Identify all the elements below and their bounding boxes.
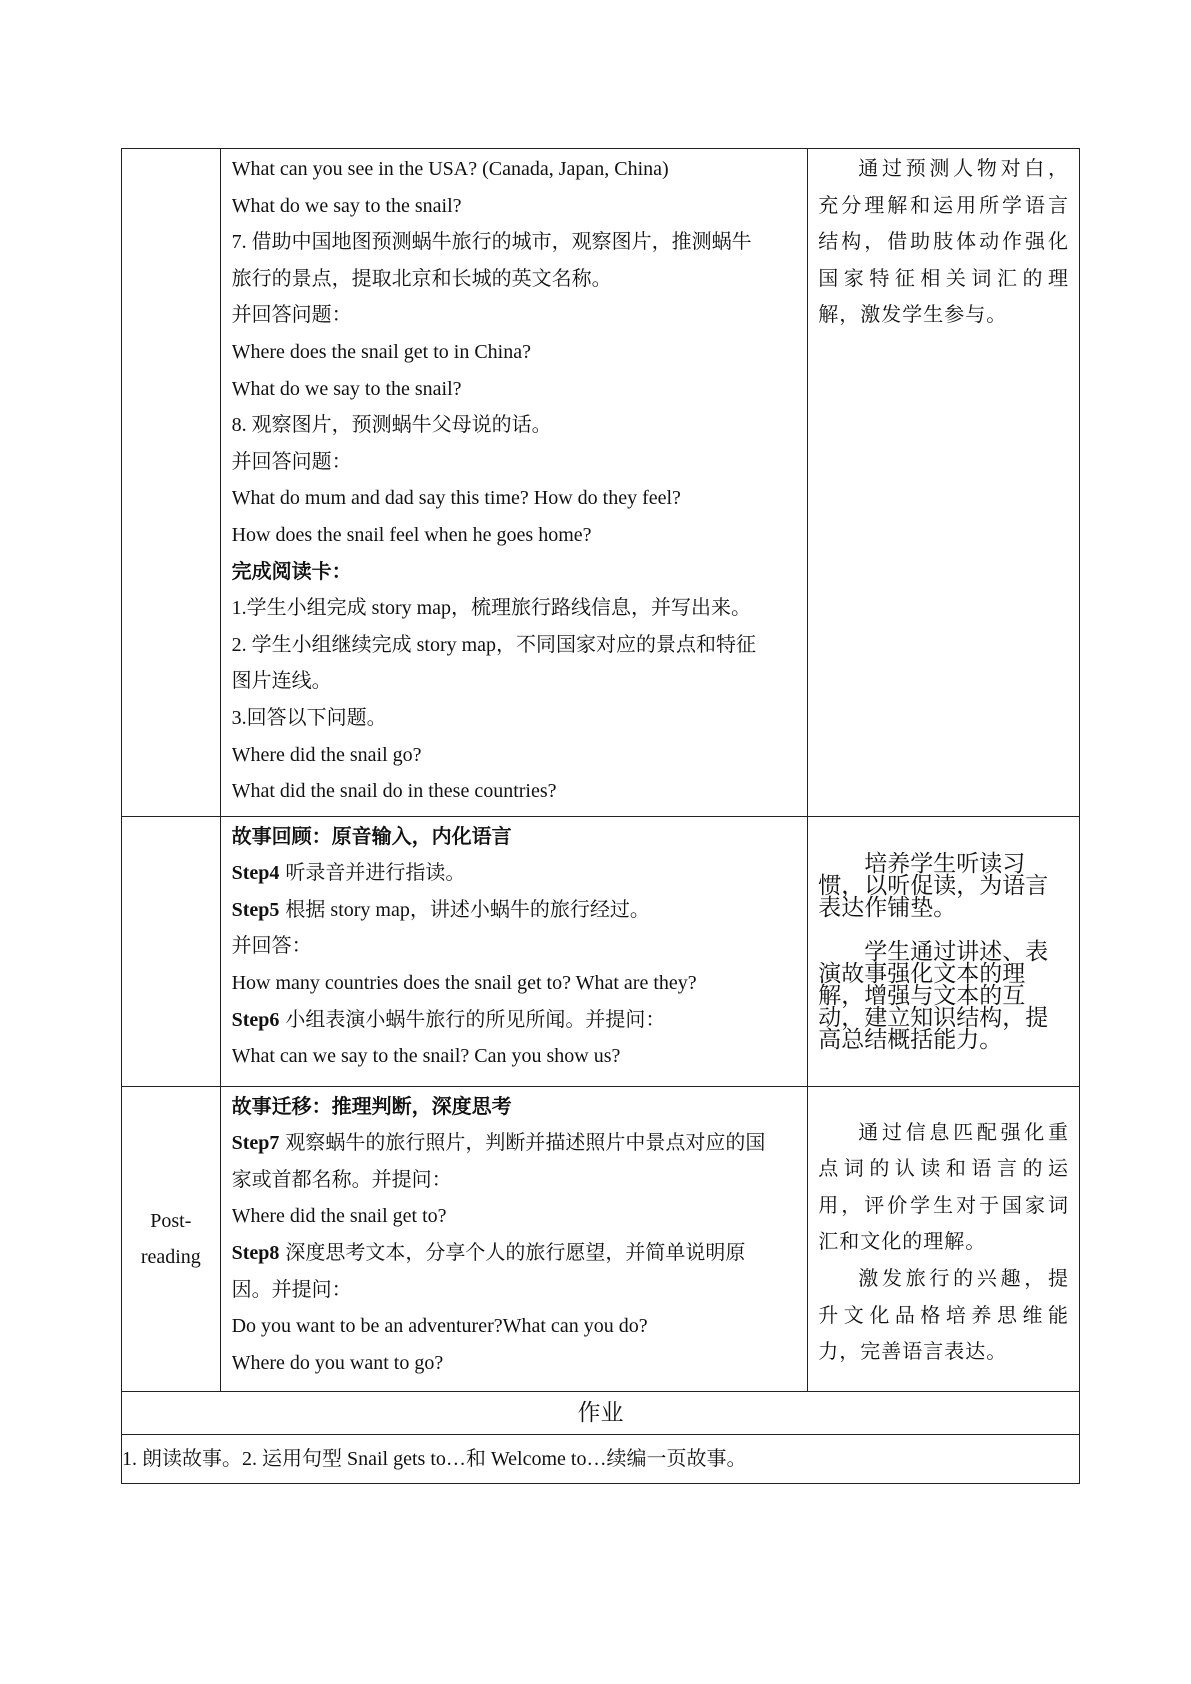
reading-continued-row	[122, 149, 1080, 817]
post-reading-row	[122, 1086, 1080, 1391]
step-text: 小组表演小蜗牛旅行的所见所闻。并提问：	[285, 1008, 666, 1031]
purpose-line: 通过信息匹配强化重	[858, 1121, 1069, 1144]
step-line	[232, 855, 798, 892]
answer-prompt: 并回答：	[231, 935, 312, 958]
homework-title: 作业	[122, 1391, 1080, 1434]
reading-card-heading: 完成阅读卡：	[231, 560, 352, 583]
section-heading: 故事迁移：推理判断，深度思考	[231, 1095, 512, 1118]
process-line: Where did the snail go?	[231, 743, 422, 766]
stage-cell-empty	[122, 816, 221, 1086]
purpose-line: 点词的认读和语言的运	[818, 1158, 1069, 1181]
step-text: 听录音并进行指读。	[285, 862, 466, 885]
purpose-paragraph: 学生通过讲述、表演故事强化文本的理解，增强与文本的互动，建立知识结构，提高总结概括能力。	[818, 938, 1049, 1052]
stage-label-line1: Post-	[150, 1209, 192, 1232]
purpose-line: 激发旅行的兴趣，提	[858, 1268, 1069, 1291]
story-review-row	[122, 816, 1080, 1086]
process-line: 7. 借助中国地图预测蜗牛旅行的城市，观察图片，推测蜗牛	[231, 231, 752, 254]
purpose-line: 国家特征相关词汇的理	[818, 267, 1069, 290]
section-heading: 故事回顾：原音输入，内化语言	[231, 825, 512, 848]
step-line	[232, 892, 798, 929]
process-cell	[220, 1086, 808, 1391]
stage-cell-post-reading	[122, 1086, 221, 1391]
step-label: Step5	[231, 898, 280, 921]
homework-title-row	[122, 1391, 1080, 1434]
purpose-line: 结构，借助肢体动作强化	[818, 231, 1069, 254]
step-label: Step7	[231, 1132, 280, 1155]
question-line: Do you want to be an adventurer?What can you do?	[231, 1315, 648, 1338]
process-line: 并回答问题：	[231, 450, 352, 473]
process-line: What can you see in the USA? (Canada, Japan, China)	[231, 158, 669, 180]
purpose-cell	[808, 149, 1080, 817]
question-line: Where do you want to go?	[231, 1351, 444, 1374]
process-line: Where does the snail get to in China?	[231, 340, 531, 363]
question-line: What can we say to the snail? Can you show us?	[231, 1045, 621, 1068]
process-line: What do we say to the snail?	[231, 377, 462, 400]
process-line: 并回答问题：	[231, 304, 352, 327]
step-text: 根据 story map，讲述小蜗牛的旅行经过。	[285, 898, 650, 921]
purpose-cell	[808, 1086, 1080, 1391]
purpose-line: 汇和文化的理解。	[818, 1231, 987, 1254]
step-label: Step8	[231, 1242, 280, 1265]
stage-label-line2: reading	[140, 1245, 201, 1268]
purpose-paragraph: 培养学生听读习惯，以听促读，为语言表达作铺垫。	[818, 850, 1049, 920]
purpose-line: 充分理解和运用所学语言	[818, 194, 1069, 217]
process-line: How does the snail feel when he goes home?	[231, 523, 592, 546]
purpose-line: 通过预测人物对白，	[858, 158, 1069, 180]
step-label: Step6	[231, 1008, 280, 1031]
process-line: 2. 学生小组继续完成 story map，不同国家对应的景点和特征	[231, 633, 757, 656]
purpose-cell	[808, 816, 1080, 1086]
process-line: 8. 观察图片，预测蜗牛父母说的话。	[231, 414, 552, 437]
process-line: What do we say to the snail?	[231, 194, 462, 217]
question-line: Where did the snail get to?	[231, 1205, 447, 1228]
process-line: What do mum and dad say this time? How do they feel?	[231, 487, 681, 510]
process-cell	[220, 816, 808, 1086]
step-text: 深度思考文本，分享个人的旅行愿望，并简单说明原	[285, 1242, 746, 1265]
process-line: What did the snail do in these countries?	[231, 780, 557, 803]
step-label: Step4	[231, 862, 280, 885]
step-text: 观察蜗牛的旅行照片，判断并描述照片中景点对应的国	[285, 1132, 766, 1155]
step-text-cont: 因。并提问：	[231, 1278, 352, 1301]
process-line: 3.回答以下问题。	[231, 706, 387, 729]
homework-content-row	[122, 1434, 1080, 1483]
homework-content: 1. 朗读故事。2. 运用句型 Snail gets to…和 Welcome to…续编一页故事。	[122, 1434, 1080, 1483]
purpose-line: 力，完善语言表达。	[818, 1341, 1008, 1364]
process-line: 1.学生小组完成 story map，梳理旅行路线信息，并写出来。	[231, 597, 752, 620]
stage-cell-empty	[122, 149, 221, 817]
process-line: 图片连线。	[231, 670, 332, 693]
step-line	[232, 1235, 798, 1272]
purpose-line: 升文化品格培养思维能	[818, 1304, 1069, 1327]
step-line	[232, 1125, 798, 1162]
lesson-plan-table	[121, 148, 1080, 1484]
purpose-line: 用，评价学生对于国家词	[818, 1194, 1069, 1217]
question-line: How many countries does the snail get to? What are they?	[231, 972, 697, 995]
process-line: 旅行的景点，提取北京和长城的英文名称。	[231, 267, 612, 290]
step-line	[232, 1002, 798, 1039]
process-cell	[220, 149, 808, 817]
purpose-line: 解，激发学生参与。	[818, 304, 1008, 327]
step-text-cont: 家或首都名称。并提问：	[231, 1168, 452, 1191]
